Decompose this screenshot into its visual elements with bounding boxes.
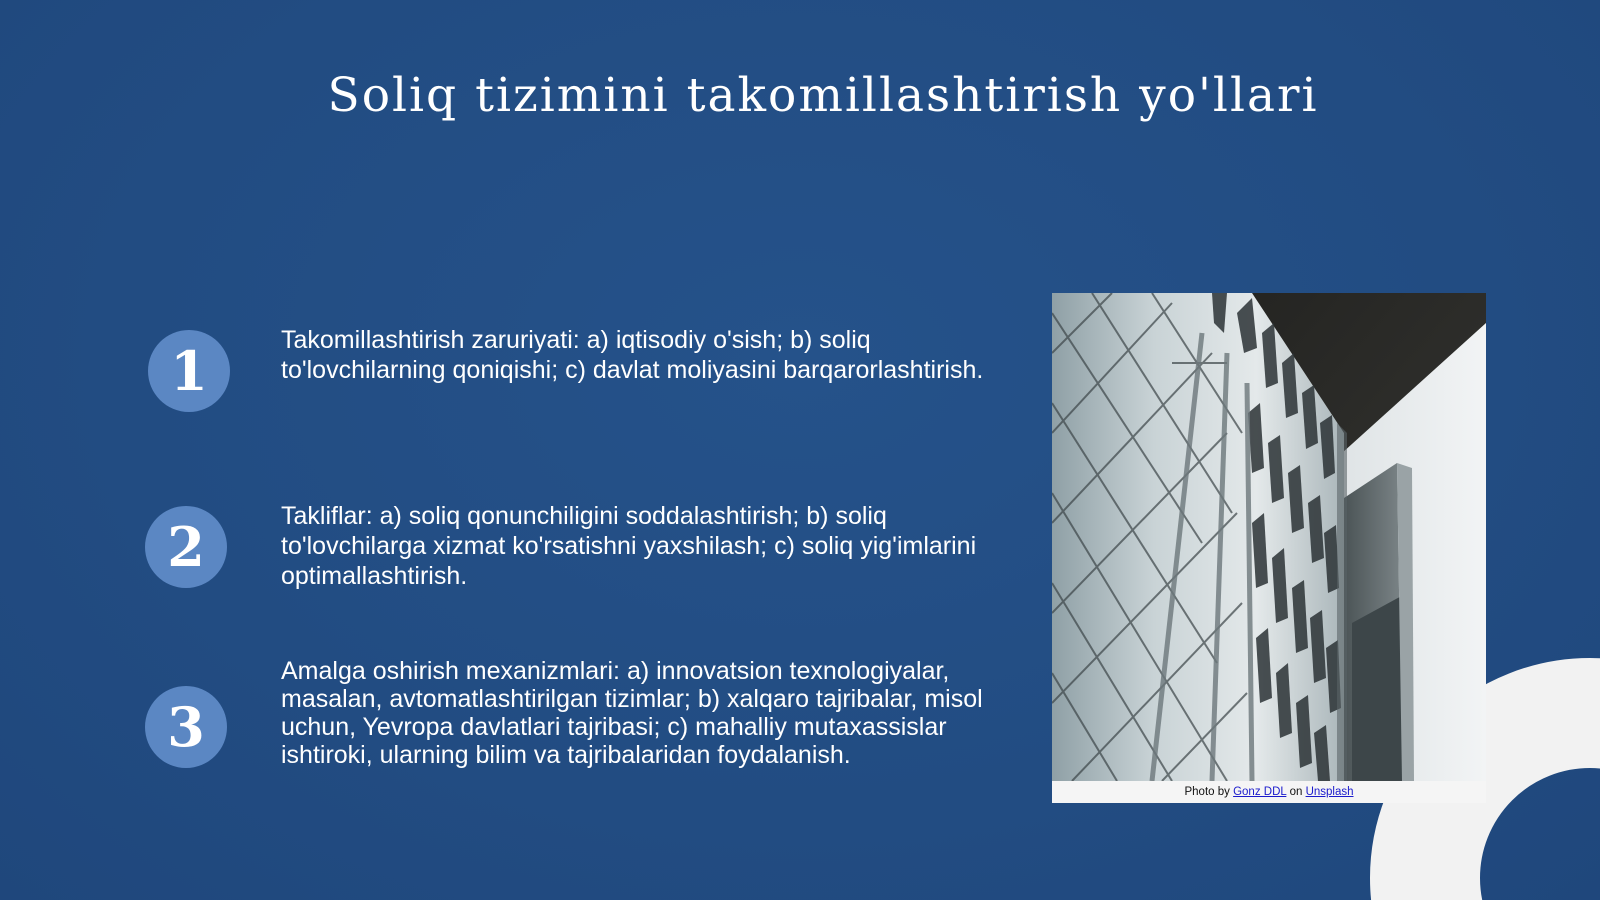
author-link[interactable]: Gonz DDL (1233, 786, 1287, 798)
number-badge-3: 3 (145, 686, 227, 768)
item-text-2: Takliflar: a) soliq qonunchiligini soddalashtirish; b) soliq to'lovchilarga xizmat ko'rsatishni yaxshilash; c) soliq yig'imlarini optimallashtirish. (281, 502, 977, 590)
credit-prefix: Photo by (1184, 786, 1230, 798)
number-badge-1: 1 (148, 330, 230, 412)
item-text-1: Takomillashtirish zaruriyati: a) iqtisodiy o'sish; b) soliq to'lovchilarning qoniqishi; c) davlat moliyasini barqarorlashtirish. (281, 326, 984, 384)
photo-credit (1052, 781, 1486, 803)
slide-title: Soliq tizimini takomillashtirish yo'llari (327, 68, 1319, 123)
number-badge-2: 2 (145, 506, 227, 588)
item-text-3: Amalga oshirish mexanizmlari: a) innovatsion texnologiyalar, masalan, avtomatlashtirilgan tizimlar; b) xalqaro tajribalar, misol uchun, Yevropa davlatlari tajribasi; c) mahalliy mutaxassislar ishtiroki, ularning bilim va tajribalaridan foydalanish. (281, 657, 983, 769)
credit-middle: on (1289, 786, 1303, 798)
unsplash-link[interactable]: Unsplash (1305, 786, 1354, 798)
building-photo (1052, 293, 1486, 781)
photo-frame (1052, 293, 1486, 803)
